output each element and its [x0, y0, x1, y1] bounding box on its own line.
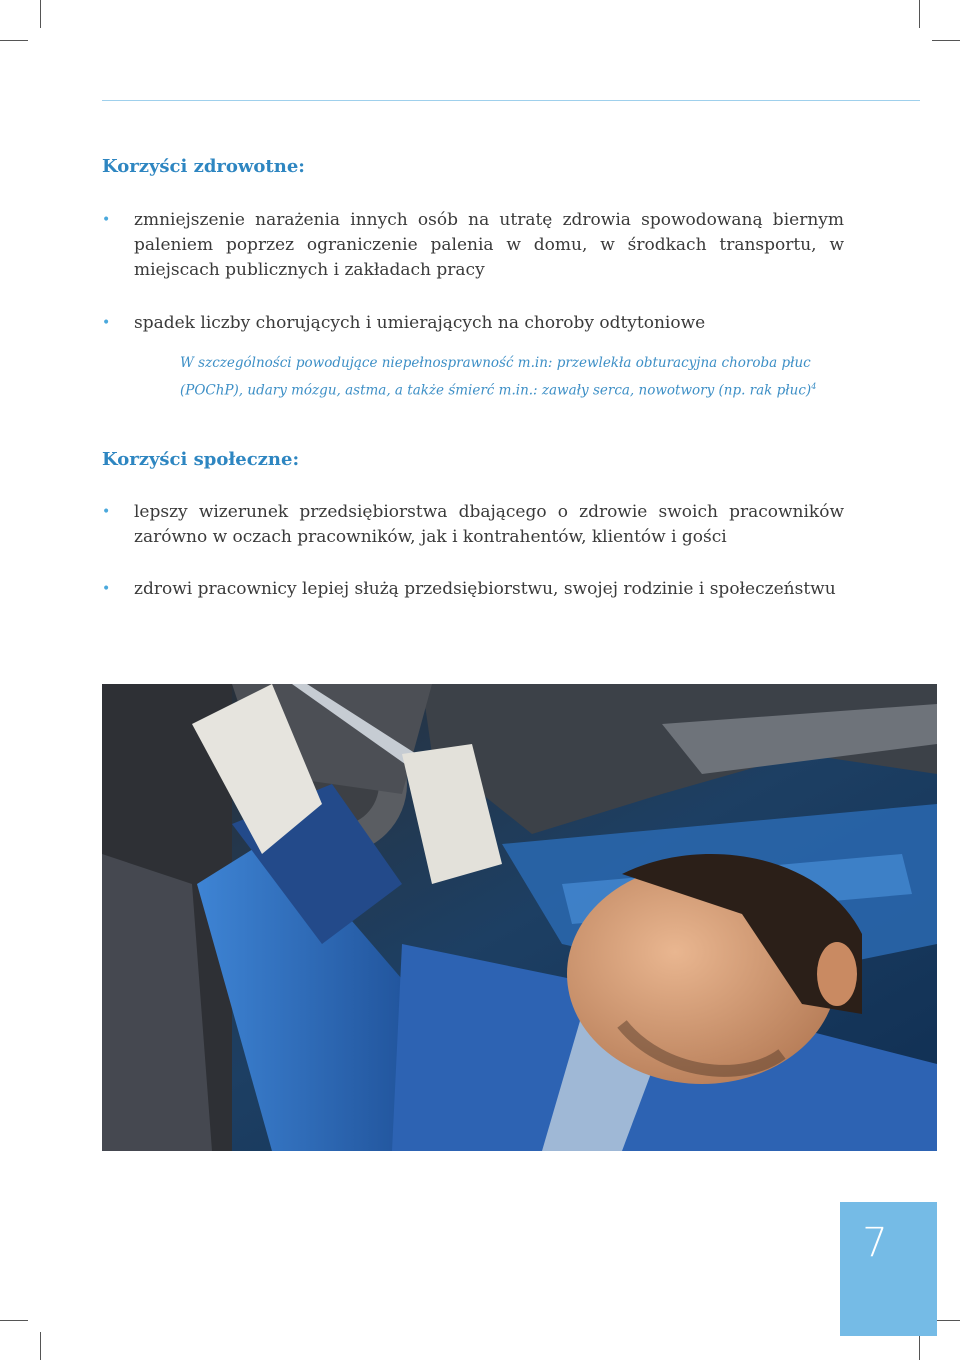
bullet-icon: •: [102, 504, 111, 520]
crop-mark: [0, 40, 28, 41]
bullet-icon: •: [102, 212, 111, 228]
mechanic-illustration: [102, 684, 937, 1151]
list-item-text: spadek liczby chorujących i umierających na choroby odtytoniowe: [134, 313, 706, 333]
list-item: [102, 208, 844, 283]
bullet-icon: •: [102, 581, 111, 597]
health-benefits-note: [180, 352, 844, 403]
list-item: [102, 577, 844, 602]
list-item-text: lepszy wizerunek przedsiębiorstwa dbającego o zdrowie swoich pracowników zarówno w oczach pracowników, jak i kontrahentów, klientów i gości: [134, 502, 844, 547]
note-text: W szczególności powodujące niepełnosprawność m.in: przewlekła obturacyjna choroba płuc (POChP), udary mózgu, astma, a także śmierć m.in.: zawały serca, nowotwory (np. rak płuc): [180, 355, 812, 399]
health-benefits-list: [102, 208, 844, 336]
health-benefits-heading: Korzyści zdrowotne:: [102, 156, 305, 177]
bullet-icon: •: [102, 315, 111, 331]
social-benefits-list: [102, 500, 844, 602]
list-item-text: zdrowi pracownicy lepiej służą przedsiębiorstwu, swojej rodzinie i społeczeństwu: [134, 579, 836, 599]
crop-mark: [919, 1332, 920, 1360]
page-number: 7: [862, 1220, 888, 1266]
footnote-marker: 4: [811, 382, 817, 391]
crop-mark: [40, 0, 41, 28]
crop-mark: [0, 1320, 28, 1321]
page-number-box: [840, 1202, 937, 1336]
list-item: [102, 311, 844, 336]
crop-mark: [40, 1332, 41, 1360]
crop-mark: [919, 0, 920, 28]
list-item: [102, 500, 844, 550]
crop-mark: [932, 40, 960, 41]
list-item-text: zmniejszenie narażenia innych osób na utratę zdrowia spowodowaną biernym paleniem poprzez ograniczenie palenia w domu, w środkach transportu, w miejscach publicznych i zakładach pracy: [134, 210, 844, 280]
mechanic-photo: [102, 684, 937, 1151]
header-rule: [102, 100, 920, 101]
social-benefits-heading: Korzyści społeczne:: [102, 449, 300, 470]
